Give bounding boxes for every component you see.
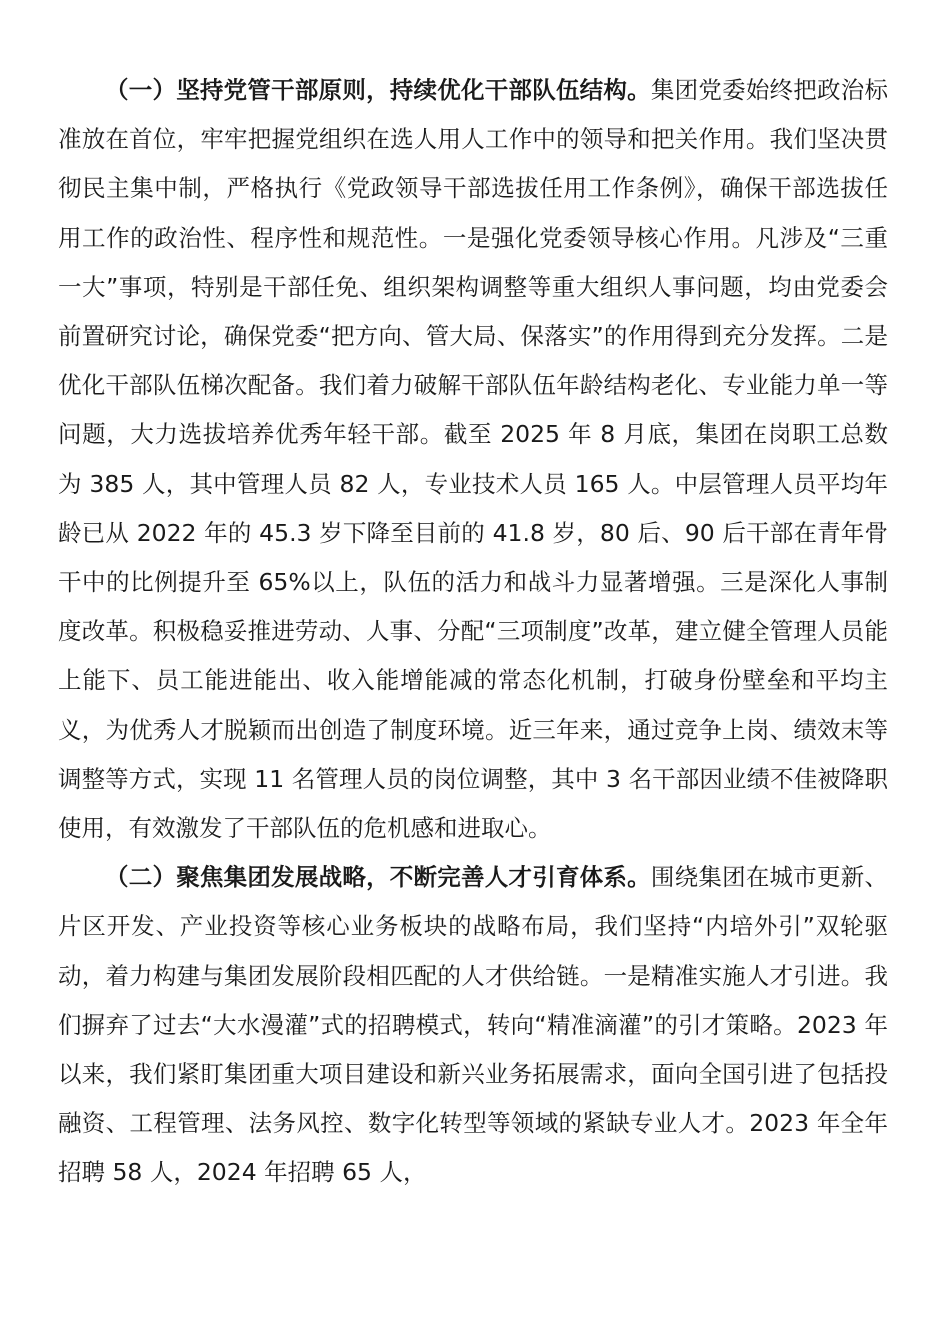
section-heading-1: （一）坚持党管干部原则，持续优化干部队伍结构。 <box>105 76 651 104</box>
paragraph-cadre-management <box>58 66 888 853</box>
paragraph-body-2: 围绕集团在城市更新、片区开发、产业投资等核心业务板块的战略布局，我们坚持“内培外引”双轮驱动，着力构建与集团发展阶段相匹配的人才供给链。一是精准实施人才引进。我们摒弃了过去“大水漫灌”式的招聘模式，转向“精准滴灌”的引才策略。2023 年以来，我们紧盯集团重大项目建设和新兴业务拓展需求，面向全国引进了包括投融资、工程管理、法务风控、数字化转型等领域的紧缺专业人才。2023 年全年招聘 58 人，2024 年招聘 65 人， <box>58 863 888 1187</box>
document-page <box>58 66 888 1198</box>
paragraph-talent-system <box>58 853 888 1197</box>
paragraph-body-1: 集团党委始终把政治标准放在首位，牢牢把握党组织在选人用人工作中的领导和把关作用。我们坚决贯彻民主集中制，严格执行《党政领导干部选拔任用工作条例》，确保干部选拔任用工作的政治性、程序性和规范性。一是强化党委领导核心作用。凡涉及“三重一大”事项，特别是干部任免、组织架构调整等重大组织人事问题，均由党委会前置研究讨论，确保党委“把方向、管大局、保落实”的作用得到充分发挥。二是优化干部队伍梯次配备。我们着力破解干部队伍年龄结构老化、专业能力单一等问题，大力选拔培养优秀年轻干部。截至 2025 年 8 月底，集团在岗职工总数为 385 人，其中管理人员 82 人，专业技术人员 165 人。中层管理人员平均年龄已从 2022 年的 45.3 岁下降至目前的 41.8 岁，80 后、90 后干部在青年骨干中的比例提升至 65%以上，队伍的活力和战斗力显著增强。三是深化人事制度改革。积极稳妥推进劳动、人事、分配“三项制度”改革，建立健全管理人员能上能下、员工能进能出、收入能增能减的常态化机制，打破身份壁垒和平均主义，为优秀人才脱颖而出创造了制度环境。近三年来，通过竞争上岗、绩效末等调整等方式，实现 11 名管理人员的岗位调整，其中 3 名干部因业绩不佳被降职使用，有效激发了干部队伍的危机感和进取心。 <box>58 76 888 843</box>
section-heading-2: （二）聚焦集团发展战略，不断完善人才引育体系。 <box>105 863 651 892</box>
